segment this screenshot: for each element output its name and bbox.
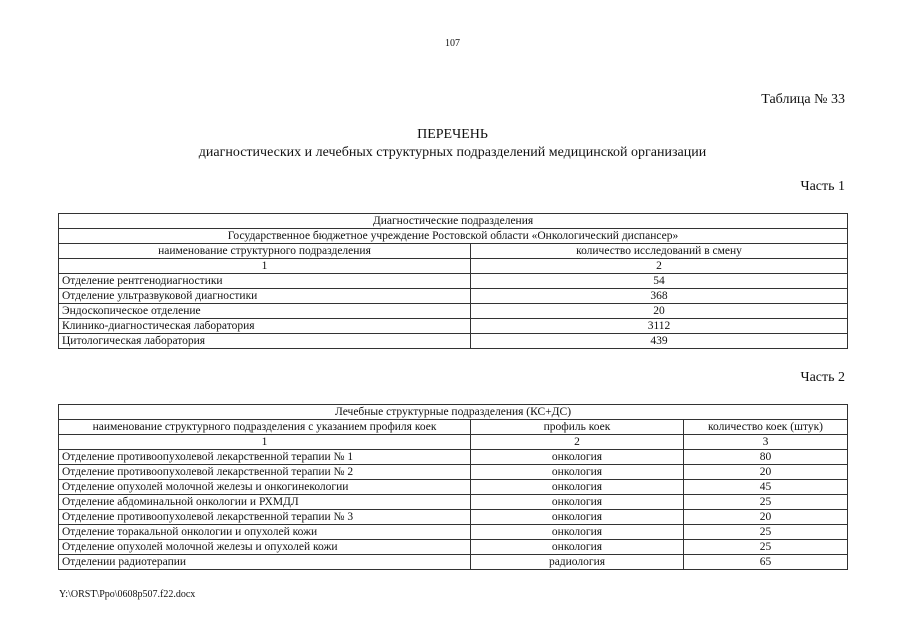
column-header: количество коек (штук)	[684, 420, 848, 435]
table-row	[59, 274, 848, 289]
file-path-footer: Y:\ORST\Ppo\0608p507.f22.docx	[59, 589, 196, 600]
bed-count: 20	[684, 465, 848, 480]
table-caption-row	[59, 405, 848, 420]
bed-count: 65	[684, 555, 848, 570]
header-row	[59, 420, 848, 435]
column-number-row	[59, 259, 848, 274]
column-number: 2	[471, 435, 684, 450]
bed-profile: онкология	[471, 450, 684, 465]
column-number-row	[59, 435, 848, 450]
part1-label: Часть 1	[800, 179, 845, 194]
table-row	[59, 525, 848, 540]
part2-label: Часть 2	[800, 370, 845, 385]
column-number: 3	[684, 435, 848, 450]
bed-profile: онкология	[471, 495, 684, 510]
bed-profile: онкология	[471, 540, 684, 555]
bed-count: 20	[684, 510, 848, 525]
unit-name: Отделение абдоминальной онкологии и РХМДЛ	[59, 495, 471, 510]
unit-name: Цитологическая лаборатория	[59, 334, 471, 349]
institution-name: Государственное бюджетное учреждение Ростовской области «Онкологический диспансер»	[59, 229, 848, 244]
table-caption: Лечебные структурные подразделения (КС+ДС)	[59, 405, 848, 420]
document-subtitle: диагностических и лечебных структурных подразделений медицинской организации	[198, 145, 707, 160]
column-number: 1	[59, 259, 471, 274]
page-number: 107	[445, 38, 460, 49]
table-caption: Диагностические подразделения	[59, 214, 848, 229]
bed-count: 25	[684, 525, 848, 540]
unit-name: Отделение противоопухолевой лекарственной терапии № 2	[59, 465, 471, 480]
institution-row	[59, 229, 848, 244]
table-caption-row	[59, 214, 848, 229]
bed-profile: онкология	[471, 465, 684, 480]
table-row	[59, 510, 848, 525]
study-count: 439	[471, 334, 848, 349]
treatment-units-table	[58, 404, 848, 570]
bed-count: 80	[684, 450, 848, 465]
bed-count: 45	[684, 480, 848, 495]
table-row	[59, 289, 848, 304]
table-row	[59, 319, 848, 334]
table-row	[59, 304, 848, 319]
bed-profile: онкология	[471, 525, 684, 540]
study-count: 20	[471, 304, 848, 319]
table-row	[59, 334, 848, 349]
column-header: наименование структурного подразделения	[59, 244, 471, 259]
table-row	[59, 480, 848, 495]
bed-profile: онкология	[471, 510, 684, 525]
column-number: 1	[59, 435, 471, 450]
study-count: 54	[471, 274, 848, 289]
study-count: 368	[471, 289, 848, 304]
table-row	[59, 555, 848, 570]
bed-profile: онкология	[471, 480, 684, 495]
column-header: наименование структурного подразделения с указанием профиля коек	[59, 420, 471, 435]
unit-name: Отделении радиотерапии	[59, 555, 471, 570]
table-number: Таблица № 33	[761, 92, 845, 107]
diagnostic-units-table	[58, 213, 848, 349]
column-header: профиль коек	[471, 420, 684, 435]
unit-name: Отделение торакальной онкологии и опухолей кожи	[59, 525, 471, 540]
bed-count: 25	[684, 495, 848, 510]
unit-name: Отделение рентгенодиагностики	[59, 274, 471, 289]
table-row	[59, 465, 848, 480]
unit-name: Отделение противоопухолевой лекарственной терапии № 1	[59, 450, 471, 465]
unit-name: Клинико-диагностическая лаборатория	[59, 319, 471, 334]
table-row	[59, 540, 848, 555]
unit-name: Эндоскопическое отделение	[59, 304, 471, 319]
unit-name: Отделение опухолей молочной железы и онкогинекологии	[59, 480, 471, 495]
unit-name: Отделение ультразвуковой диагностики	[59, 289, 471, 304]
unit-name: Отделение противоопухолевой лекарственной терапии № 3	[59, 510, 471, 525]
column-header: количество исследований в смену	[471, 244, 848, 259]
table-row	[59, 450, 848, 465]
bed-count: 25	[684, 540, 848, 555]
unit-name: Отделение опухолей молочной железы и опухолей кожи	[59, 540, 471, 555]
column-number: 2	[471, 259, 848, 274]
document-title: ПЕРЕЧЕНЬ	[417, 127, 488, 142]
header-row	[59, 244, 848, 259]
bed-profile: радиология	[471, 555, 684, 570]
study-count: 3112	[471, 319, 848, 334]
table-row	[59, 495, 848, 510]
